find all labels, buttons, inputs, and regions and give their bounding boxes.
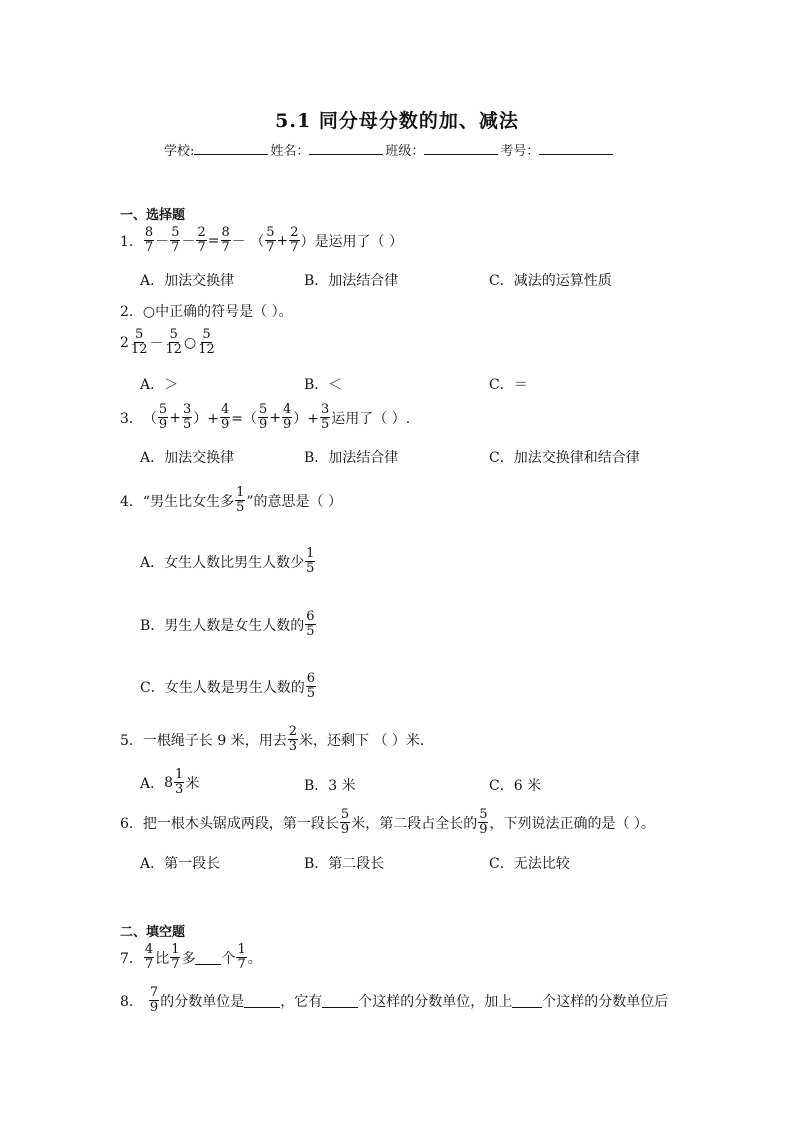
option-c: C．减法的运算性质 [489,273,612,289]
answer-blank[interactable] [322,993,358,1008]
option-b: B．＜ [304,377,343,393]
question-2-expression [120,328,217,357]
question-text: 比 [155,950,170,967]
section-heading-fill: 二、填空题 [120,925,186,940]
question-number: 7． [120,950,143,967]
whole-number: 8 [164,774,174,791]
circle-blank: ○ [184,334,197,351]
question-2 [120,301,293,321]
option-c: C．加法交换律和结合律 [489,450,640,466]
question-text: 。 [247,950,262,967]
option-c: C．无法比较 [489,856,570,872]
question-8 [120,986,668,1015]
operator: = [207,232,220,249]
fraction: $\frac{6}{5}$ [306,671,315,701]
fraction: $\frac{5}{12}$ [130,327,148,357]
fraction: $\frac{5}{12}$ [165,327,183,357]
option-c: C．6 米 [489,778,542,794]
question-text: 米，还剩下 （ ）米． [299,732,434,749]
question-text: 把一根木头锯成两段，第一段长 [142,815,339,832]
school-blank [194,142,268,155]
fraction: $\frac{5}{9}$ [340,807,350,837]
option-a: A．加法交换律 [140,273,235,289]
question-text: 多 [181,950,196,967]
answer-blank[interactable] [244,993,280,1008]
question-3 [120,403,410,432]
question-1 [120,226,403,255]
question-number: 2． [120,304,143,320]
question-number: 5． [120,732,143,749]
fraction: $\frac{6}{5}$ [306,609,315,639]
option-c [140,672,317,701]
operator: － [149,335,164,352]
option-b: B．第二段长 [304,856,385,872]
fraction: $\frac{2}{7}$ [197,225,206,255]
question-text: ”的意思是（ ） [246,493,342,510]
question-6 [120,808,655,837]
question-number: 8． [120,993,143,1010]
operator: + [269,409,281,426]
question-4 [120,486,342,515]
question-text: 的分数单位是 [160,993,245,1010]
fraction: $\frac{4}{9}$ [282,402,292,432]
question-number: 1． [120,233,143,250]
section-heading-choice: 一、选择题 [120,208,186,223]
operator: （ [142,410,157,427]
question-number: 6． [120,815,143,832]
question-7 [120,943,262,972]
question-text: ○中正确的符号是（ ）。 [142,304,293,320]
option-a [140,547,316,576]
student-info-line [164,140,615,159]
operator: ）+ [293,410,319,427]
class-label: 班级： [385,144,425,159]
fraction: $\frac{5}{7}$ [171,225,180,255]
question-number: 4． [120,493,143,510]
fraction: $\frac{4}{7}$ [144,942,154,972]
fraction: $\frac{1}{5}$ [306,546,315,576]
fraction: $\frac{2}{3}$ [288,724,298,754]
fraction: $\frac{1}{5}$ [236,485,245,515]
fraction: $\frac{4}{9}$ [220,402,230,432]
fraction: $\frac{5}{9}$ [479,807,488,837]
operator: + [169,409,181,426]
option-b: B．3 米 [304,778,356,794]
whole-number: 2 [120,334,129,351]
fraction: $\frac{8}{7}$ [221,225,230,255]
question-text: 运用了（ ）. [331,410,411,427]
option-b: B．加法结合律 [304,450,399,466]
fraction: $\frac{3}{5}$ [321,402,330,432]
question-5 [120,725,434,754]
fraction: $\frac{3}{5}$ [182,402,192,432]
fraction: $\frac{8}{7}$ [144,225,154,255]
operator: － [155,233,170,250]
question-text: ，下列说法正确的是（ ）。 [489,815,655,832]
fraction: $\frac{5}{7}$ [266,225,275,255]
option-a: A．第一段长 [140,856,221,872]
operator: － （ [231,233,265,250]
option-b: B．加法结合律 [304,273,399,289]
name-label: 姓名： [270,144,310,159]
operator: ）+ [193,410,219,427]
fraction: $\frac{5}{9}$ [258,402,268,432]
question-text: “男生比女生多 [142,493,235,510]
option-text: C．女生人数是男生人数的 [140,679,305,696]
option-letter: A． [140,775,165,792]
question-text: ，它有 [280,993,323,1010]
operator: =（ [231,410,257,427]
question-text: ）是运用了（ ） [300,233,403,250]
fraction: $\frac{5}{12}$ [198,327,215,357]
question-text: 米，第二段占全长的 [351,815,478,832]
operator: + [276,232,289,249]
answer-blank[interactable] [512,993,542,1008]
option-text: B．男生人数是女生人数的 [140,617,305,634]
fraction: $\frac{1}{7}$ [171,942,180,972]
operator: － [181,233,196,250]
name-blank [309,142,383,155]
option-a [140,768,199,797]
answer-blank[interactable] [195,950,221,965]
exam-no-blank [539,142,613,155]
exam-no-label: 考号： [500,144,540,159]
question-text: 一根绳子长 9 米，用去 [142,732,287,749]
option-c: C．＝ [489,377,528,393]
unit: 米 [185,775,200,792]
fraction: $\frac{7}{9}$ [149,985,159,1015]
fraction: $\frac{1}{7}$ [237,942,246,972]
page-title: 5.1 同分母分数的加、减法 [275,110,519,132]
option-text: A．女生人数比男生人数少 [140,554,305,571]
option-b [140,610,317,639]
fraction: $\frac{2}{7}$ [290,225,299,255]
question-text: 个这样的分数单位，加上 [358,993,513,1010]
question-number: 3． [120,410,143,427]
question-text: 个这样的分数单位后 [542,993,669,1010]
question-text: 个 [221,950,236,967]
fraction: $\frac{5}{9}$ [158,402,168,432]
option-a: A．＞ [140,377,179,393]
fraction: $\frac{1}{3}$ [175,767,184,797]
option-a: A．加法交换律 [140,450,235,466]
school-label: 学校: [164,144,195,159]
class-blank [424,142,498,155]
